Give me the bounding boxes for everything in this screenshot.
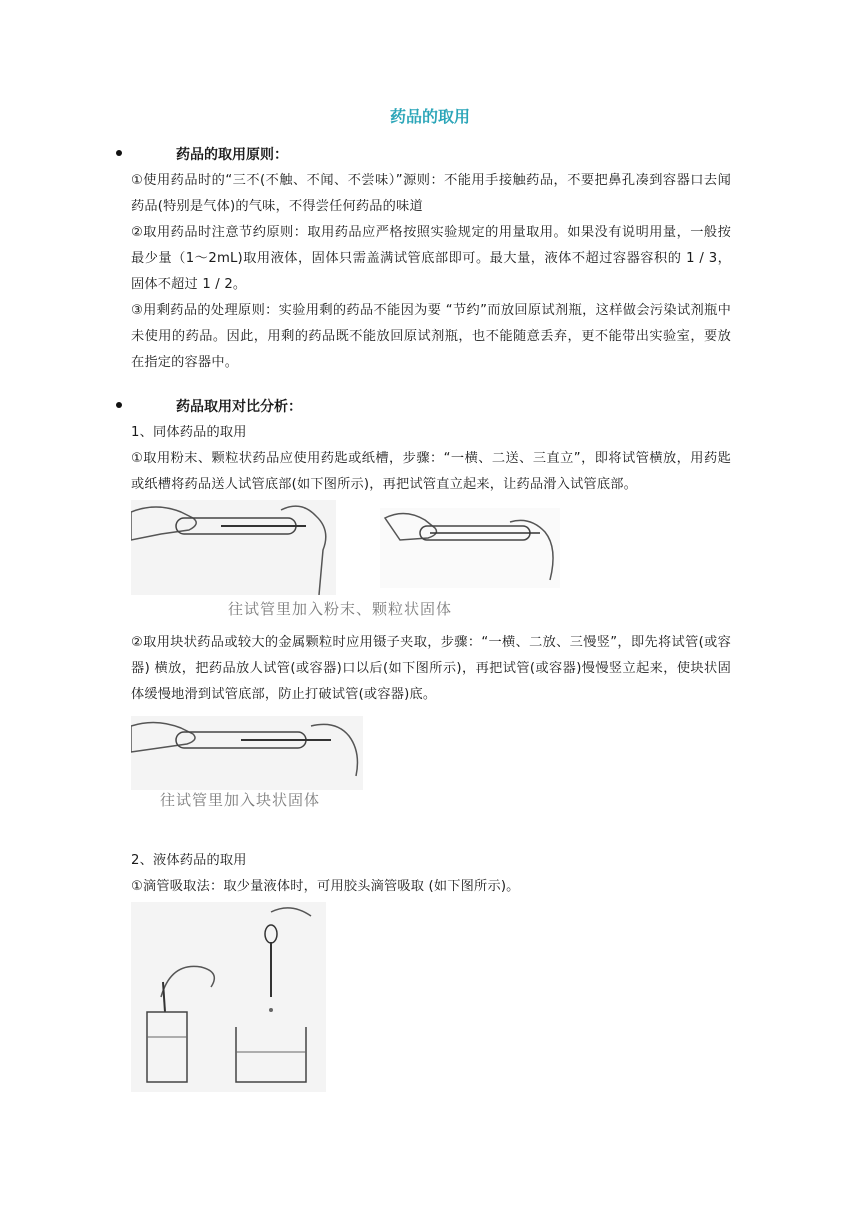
figure-2-caption: 往试管里加入块状固体 bbox=[160, 791, 321, 809]
principle-paragraph: ①使用药品时的“三不(不触、不闻、不尝味）”源则：不能用手接触药品，不要把鼻孔凑到容器口去闻药品(特别是气体)的气味，不得尝任何药品的味道 bbox=[131, 173, 731, 214]
bullet-icon bbox=[116, 150, 122, 156]
bullet-icon bbox=[116, 402, 122, 408]
subsection-title: 2、液体药品的取用 bbox=[131, 853, 247, 868]
principle-paragraph: ②取用药品时注意节约原则：取用药品应严格按照实验规定的用量取用。如果没有说明用量，一般按最少量（1～2mL)取用液体，固体只需盖满试管底部即可。最大量，液体不超过容器容积的 1 / 3，固体不超过 1 / 2。 bbox=[131, 225, 731, 292]
powder-method-paragraph: ①取用粉末、颗粒状药品应使用药匙或纸槽，步骤：“一横、二送、三直立”，即将试管横放，用药匙或纸槽将药品送人试管底部(如下图所示)，再把试管直立起来，让药品滑入试管底部。 bbox=[131, 451, 731, 492]
subsection-title: 1、同体药品的取用 bbox=[131, 425, 247, 440]
lump-method-paragraph: ②取用块状药品或较大的金属颗粒时应用镊子夹取，步骤：“一横、二放、三慢竖”，即先将试管(或容器) 横放，把药品放人试管(或容器)口以后(如下图所示)，再把试管(或容器)慢慢竖立起来，使块状固体缓慢地滑到试管底部，防止打破试管(或容器)底。 bbox=[131, 635, 731, 702]
lump-figure bbox=[131, 716, 363, 790]
powder-figure-right bbox=[380, 508, 560, 588]
section-2-heading-row bbox=[116, 396, 302, 416]
section-1-body bbox=[131, 168, 731, 376]
section-2-sub2-text bbox=[131, 848, 731, 900]
section-1-heading: 药品的取用原则： bbox=[176, 147, 288, 163]
section-2-sub1-text bbox=[131, 420, 731, 498]
page-title: 药品的取用 bbox=[389, 107, 470, 126]
dropper-figure bbox=[131, 902, 326, 1092]
powder-figure-left bbox=[131, 500, 336, 595]
section-1-heading-row bbox=[116, 144, 288, 164]
section-2-sub1-text-2 bbox=[131, 630, 731, 708]
dropper-method-paragraph: ①滴管吸取法：取少量液体时，可用胶头滴管吸取 (如下图所示)。 bbox=[131, 879, 520, 894]
figure-1-caption: 往试管里加入粉末、颗粒状固体 bbox=[228, 600, 453, 618]
principle-paragraph: ③用剩药品的处理原则：实验用剩的药品不能因为要 “节约”而放回原试剂瓶，这样做会污染试剂瓶中未使用的药品。因此，用剩的药品既不能放回原试剂瓶，也不能随意丢弃，更不能带出实验室，要放在指定的容器中。 bbox=[131, 303, 731, 370]
section-2-heading: 药品取用对比分析： bbox=[176, 399, 302, 415]
